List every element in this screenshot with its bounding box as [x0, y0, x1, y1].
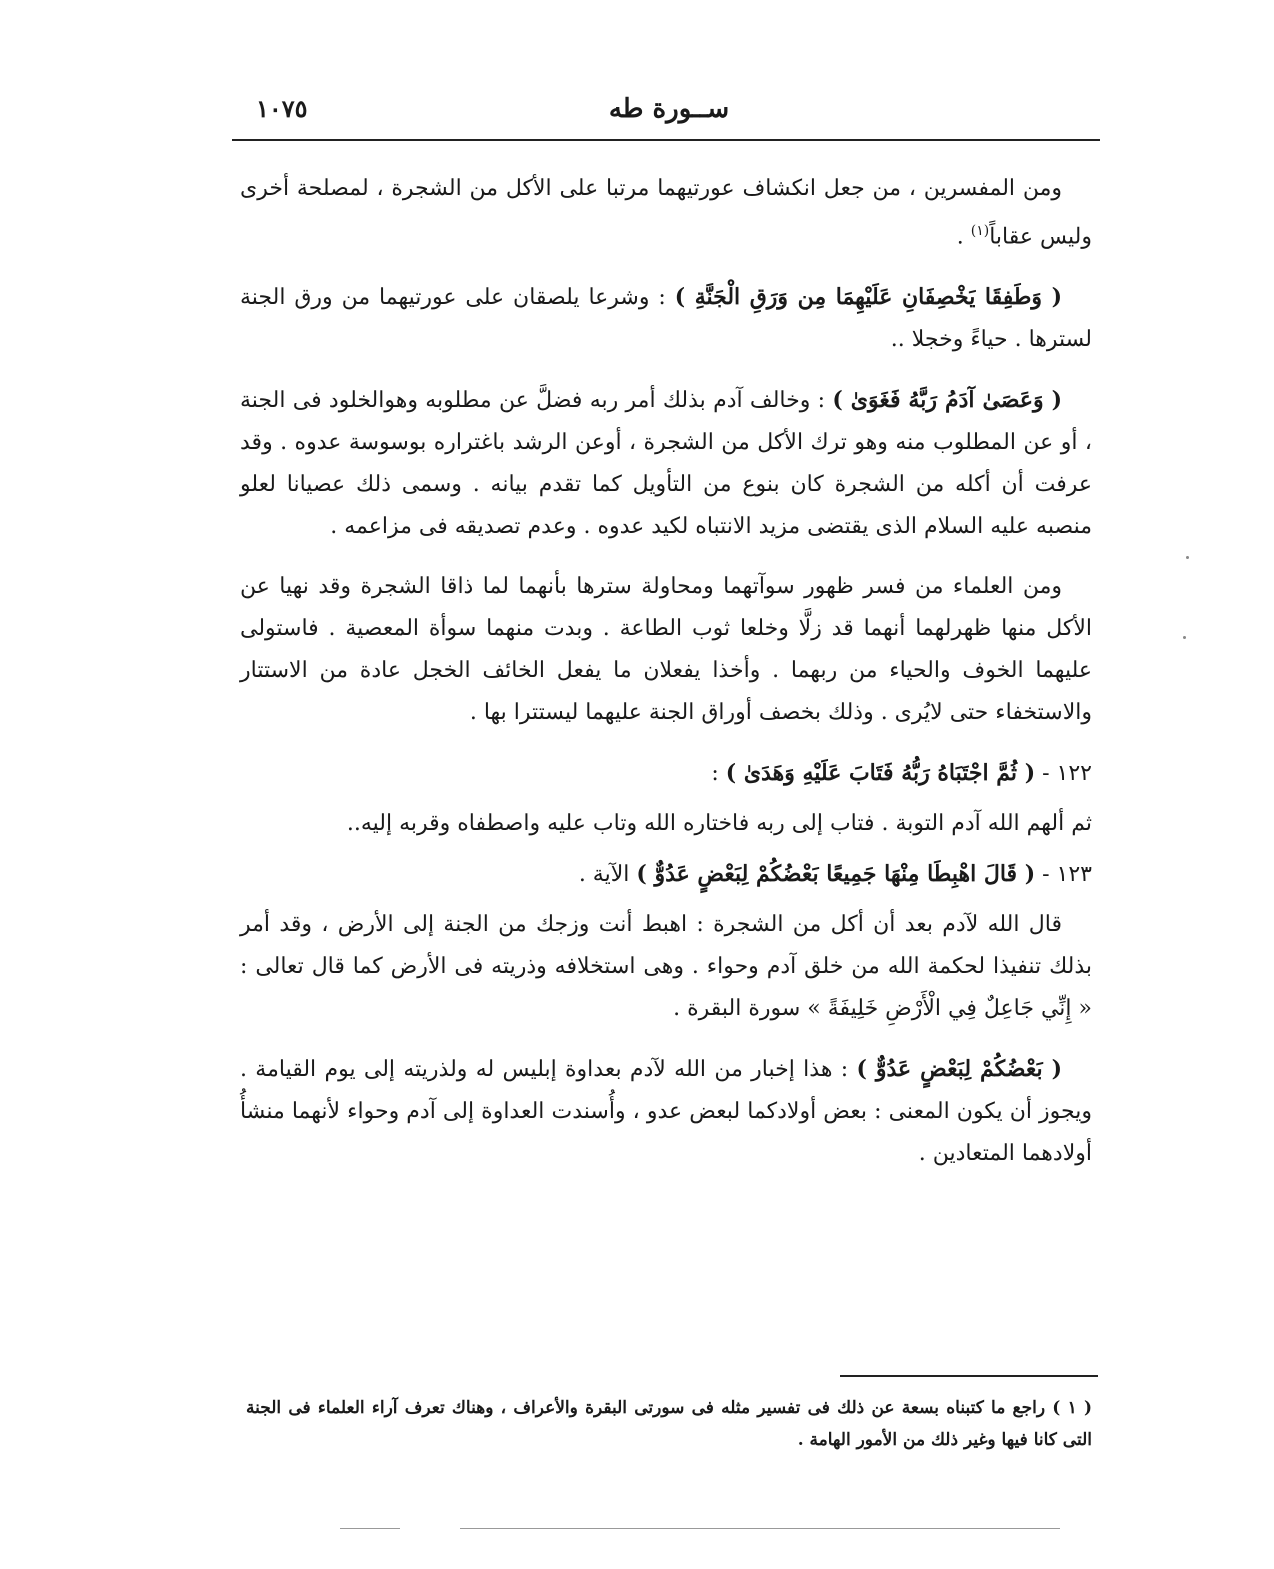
- header-rule: [232, 139, 1100, 141]
- quran-verse: ( بَعْضُكُمْ لِبَعْضٍ عَدُوٌّ ): [856, 1056, 1062, 1083]
- running-title: ســورة طه: [608, 94, 730, 124]
- paragraph-2: [240, 276, 1092, 361]
- footnote-reference: (١): [970, 223, 990, 239]
- quran-verse: ( وَعَصَىٰ آدَمُ رَبَّهُ فَغَوَىٰ ): [832, 387, 1062, 414]
- paragraph-9: [240, 1048, 1092, 1175]
- paragraph-8: [240, 904, 1092, 1030]
- quran-verse: ( وَطَفِقَا يَخْصِفَانِ عَلَيْهِمَا مِن وَرَقِ الْجَنَّةِ ): [674, 284, 1062, 311]
- paragraph-text: ثم ألهم الله آدم التوبة . فتاب إلى ربه فاختاره الله وتاب عليه واصطفاه وقربه إليه..: [346, 811, 1092, 837]
- quran-verse: ( ثُمَّ اجْتَبَاهُ رَبُّهُ فَتَابَ عَلَيْهِ وَهَدَىٰ ): [725, 760, 1036, 787]
- quran-verse: ( قَالَ اهْبِطَا مِنْهَا جَمِيعًا بَعْضُكُمْ لِبَعْضٍ عَدُوٌّ ): [636, 861, 1036, 888]
- paragraph-text: : هذا إخبار من الله لآدم بعداوة إبليس له ولذريته إلى يوم القيامة . ويجوز أن يكون المعنى : بعض أولادكما لبعض عدو ، وأُسندت العداوة إلى آدم وحواء لأنهما منشأُ أولادهما المتعادين .: [240, 1057, 1092, 1167]
- page-number: ١٠٧٥: [256, 94, 308, 123]
- footnote-rule: [840, 1375, 1098, 1377]
- scan-line: [340, 1528, 400, 1529]
- body-text: [240, 168, 1092, 1193]
- paragraph-text: : وشرعا يلصقان على عورتيهما من ورق الجنة لسترها . حياءً وخجلا ..: [240, 285, 1092, 353]
- paragraph-text: قال الله لآدم بعد أن أكل من الشجرة : اهبط أنت وزجك من الجنة إلى الأرض ، وقد أمر بذلك تنفيذا لحكمة الله من خلق آدم وحواء . وهى استخلافه وذريته فى الأرض كما قال تعالى : « إِنِّي جَاعِلٌ فِي الْأَرْضِ خَلِيفَةً » سورة البقرة .: [240, 912, 1092, 1022]
- paragraph-1: [240, 168, 1092, 258]
- footnote-text: راجع ما كتبناه بسعة عن ذلك فى تفسير مثله فى سورتى البقرة والأعراف ، وهناك تعرف آراء العلماء فى الجنة التى كانا فيها وغير ذلك من الأمور الهامة .: [246, 1398, 1092, 1450]
- paragraph-text: ومن المفسرين ، من جعل انكشاف عورتيهما مرتبا على الأكل من الشجرة ، لمصلحة أخرى وليس عقاباً: [240, 176, 1092, 250]
- footnote-mark: ( ١ ): [1052, 1398, 1092, 1418]
- footnotes: [246, 1392, 1092, 1456]
- verse-heading-122: [240, 752, 1092, 795]
- paragraph-3: [240, 379, 1092, 548]
- paragraph-text: الآية .: [578, 862, 637, 888]
- paragraph-text: : وخالف آدم بذلك أمر ربه فضلَّ عن مطلوبه وهوالخلود فى الجنة ، أو عن المطلوب منه وهو ترك الأكل من الشجرة ، أوعن الرشد باغتراره بوسوسة عدوه . وقد عرفت أن أكله من الشجرة كان بنوع من التأويل كما تقدم بيانه . وسمى ذلك عصيانا لعلو منصبه عليه السلام الذى يقتضى مزيد الانتباه لكيد عدوه . وعدم تصديقه فى مزاعمه .: [240, 388, 1092, 540]
- paragraph-text: :: [711, 761, 726, 787]
- scan-speck: [1183, 636, 1186, 639]
- scan-line: [460, 1528, 1060, 1529]
- paragraph-tail: .: [956, 224, 971, 250]
- footnote-1: [246, 1392, 1092, 1456]
- paragraph-4: [240, 566, 1092, 734]
- verse-number: ١٢٢ -: [1035, 761, 1092, 787]
- page-header: [238, 92, 1100, 140]
- paragraph-text: ومن العلماء من فسر ظهور سوآتهما ومحاولة سترها بأنهما لما ذاقا الشجرة وقد نهيا عن الأكل منها ظهرلهما أنهما قد زلَّا وخلعا ثوب الطاعة . وبدت منهما سوأة المعصية . فاستولى عليهما الخوف والحياء من ربهما . وأخذا يفعلان ما يفعل الخائف الخجل عادة من الاستتار والاستخفاء حتى لايُرى . وذلك بخصف أوراق الجنة عليهما ليستترا بها .: [240, 574, 1092, 726]
- paragraph-6: [240, 803, 1092, 845]
- bottom-scan-lines: [340, 1528, 1060, 1532]
- scan-speck: [1186, 556, 1189, 559]
- verse-number: ١٢٣ -: [1035, 862, 1092, 888]
- verse-heading-123: [240, 853, 1092, 896]
